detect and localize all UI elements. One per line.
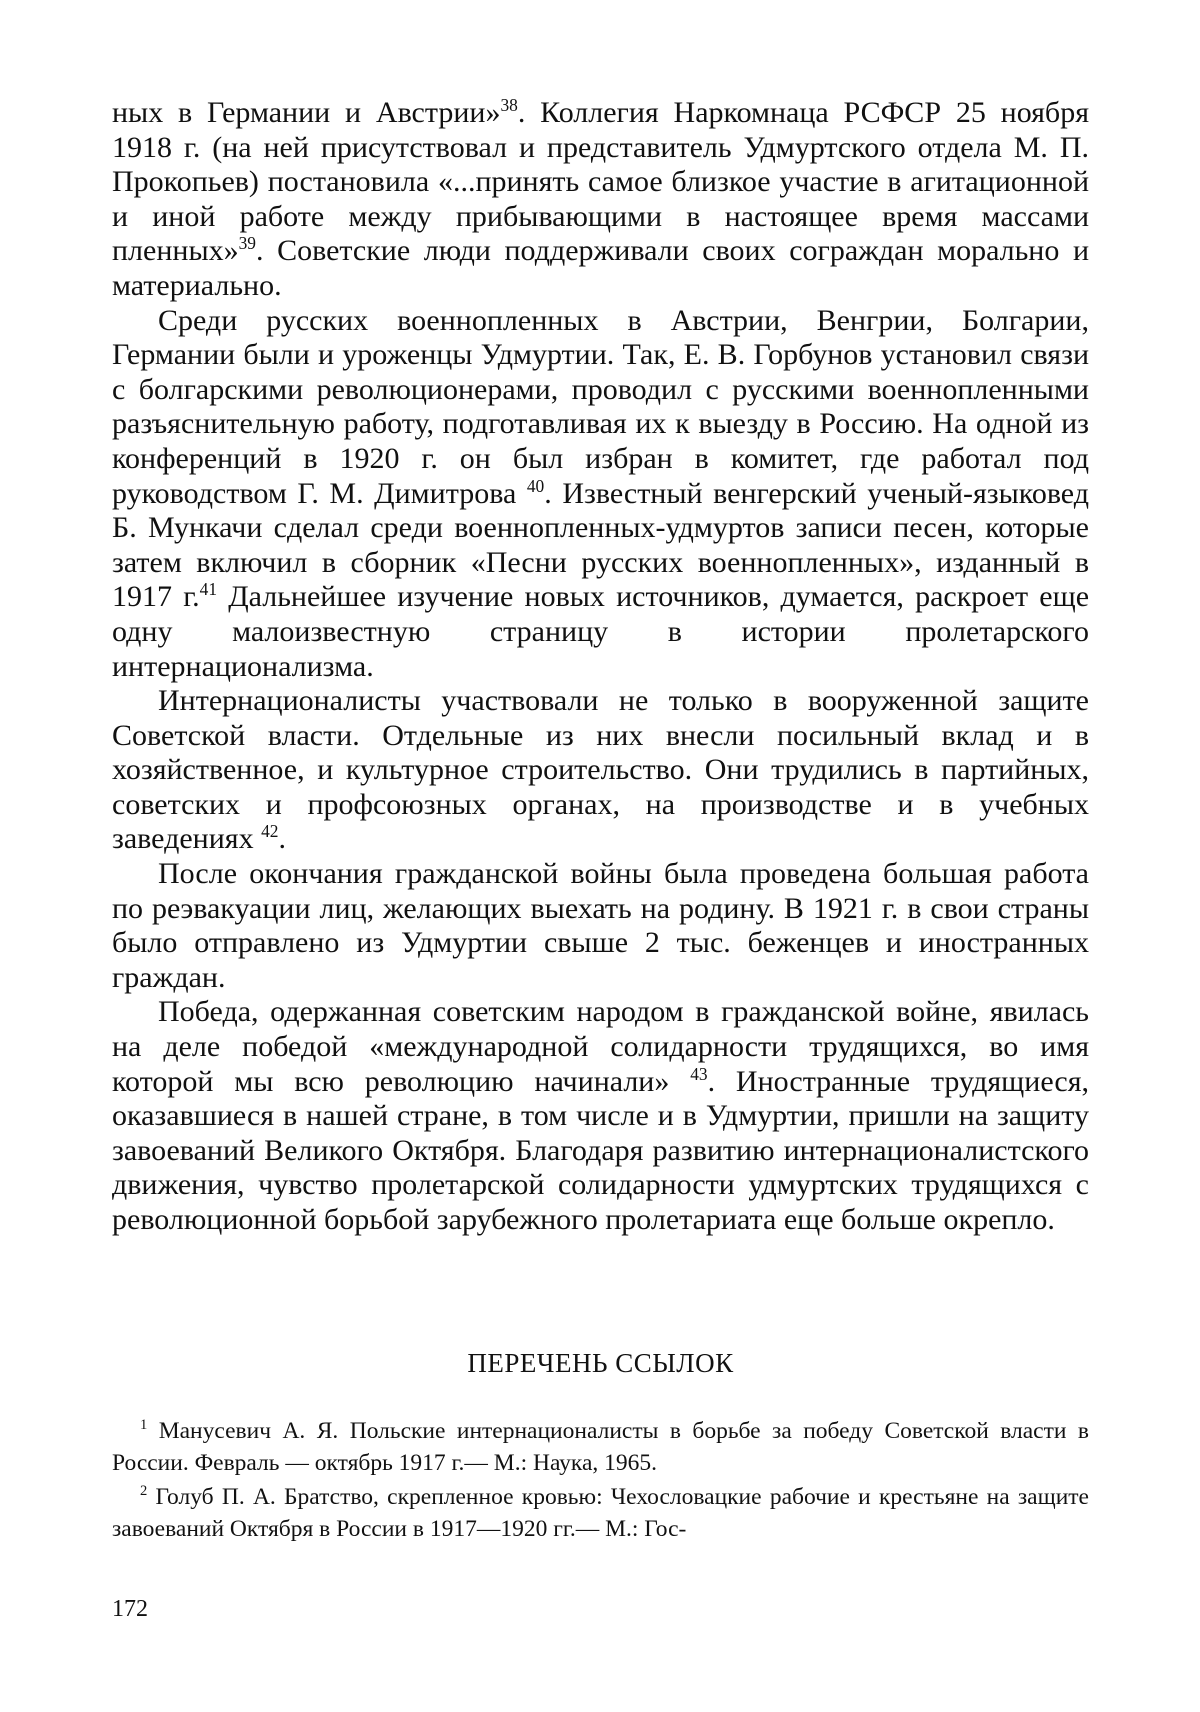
reference-number: 1 <box>140 1417 148 1434</box>
text-run: . Известный венгерский ученый-языковед Б. Мункачи сделал среди военнопленных-удмуртов записи песен, которые затем включил в сборник «Песни русских военнопленных», изданный в 1917 г. <box>112 476 1089 614</box>
footnote-marker: 43 <box>690 1063 708 1084</box>
reference-number: 2 <box>140 1483 148 1500</box>
footnote-marker: 41 <box>199 579 218 600</box>
references-title: ПЕРЕЧЕНЬ ССЫЛОК <box>467 1348 734 1378</box>
reference-text: Манусевич А. Я. Польские интернационалисты в борьбе за победу Советской власти в России. Февраль — октябрь 1917 г.— М.: Наука, 1965. <box>112 1418 1089 1476</box>
footnote-marker: 38 <box>500 95 518 115</box>
text-run: . Коллегия Наркомнаца РСФСР 25 ноября 1918 г. (на ней присутствовал и представитель Удмуртского отдела М. П. Прокопьев) постановила «...принять самое близкое участие в агитационной и иной работе между прибывающими в настоящее время массами пленных» <box>112 96 1089 268</box>
paragraph-5 <box>112 995 1089 1237</box>
text-run: Интернационалисты участвовали не только в вооруженной защите Советской власти. Отдельные из них внесли посильный вклад и в хозяйственное, и культурное строительство. Они трудились в партийных, советских и профсоюзных органах, на производстве и в учебных заведениях <box>112 684 1089 856</box>
page-content <box>112 95 1090 1542</box>
reference-item <box>112 1415 1089 1479</box>
reference-item <box>112 1481 1089 1545</box>
text-run: Дальнейшее изучение новых источников, думается, раскроет еще одну малоизвестную страницу в истории пролетарского интернационализма. <box>112 580 1090 683</box>
text-run: ных в Германии и Австрии» <box>112 96 501 129</box>
body-text <box>112 96 1089 1238</box>
text-run: Среди русских военнопленных в Австрии, Венгрии, Болгарии, Германии были и уроженцы Удмуртии. Так, Е. В. Горбунов установил связи с болгарскими революционерами, проводил с русскими военнопленными разъяснительную работу, подготавливая их к выезду в Россию. На одной из конференций в 1920 г. он был избран в комитет, где работал под руководством Г. М. Димитрова <box>112 303 1089 510</box>
paragraph-3 <box>112 684 1089 857</box>
paragraph-2 <box>112 304 1089 685</box>
text-run: . <box>278 822 286 856</box>
paragraph-4: После окончания гражданской войны была проведена большая работа по реэвакуации лиц, желающих выехать на родину. В 1921 г. в свои страны было отправлено из Удмуртии свыше 2 тыс. беженцев и иностранных граждан. <box>112 857 1089 994</box>
footnote-marker: 39 <box>238 233 256 254</box>
footnote-marker: 40 <box>526 475 545 496</box>
page-number: 172 <box>112 1596 148 1622</box>
paragraph-1 <box>112 96 1089 304</box>
text-run: Победа, одержанная советским народом в гражданской войне, явилась на деле победой «международной солидарности трудящихся, во имя которой мы всю революцию начинали» <box>112 995 1089 1098</box>
reference-text: Голуб П. А. Братство, скрепленное кровью: Чехословацкие рабочие и крестьяне на защите завоеваний Октября в России в 1917—1920 гг.— М.: Гос- <box>112 1484 1089 1542</box>
text-run: . Советские люди поддерживали своих сограждан морально и материально. <box>112 234 1089 302</box>
footnote-marker: 42 <box>261 821 279 842</box>
references-list <box>112 1415 1089 1547</box>
text-run: . Иностранные трудящиеся, оказавшиеся в нашей стране, в том числе и в Удмуртии, пришли на защиту завоеваний Великого Октября. Благодаря развитию интернационалистского движения, чувство пролетарской солидарности удмуртских трудящихся с революционной борьбой зарубежного пролетариата еще больше окрепло. <box>112 1064 1089 1236</box>
